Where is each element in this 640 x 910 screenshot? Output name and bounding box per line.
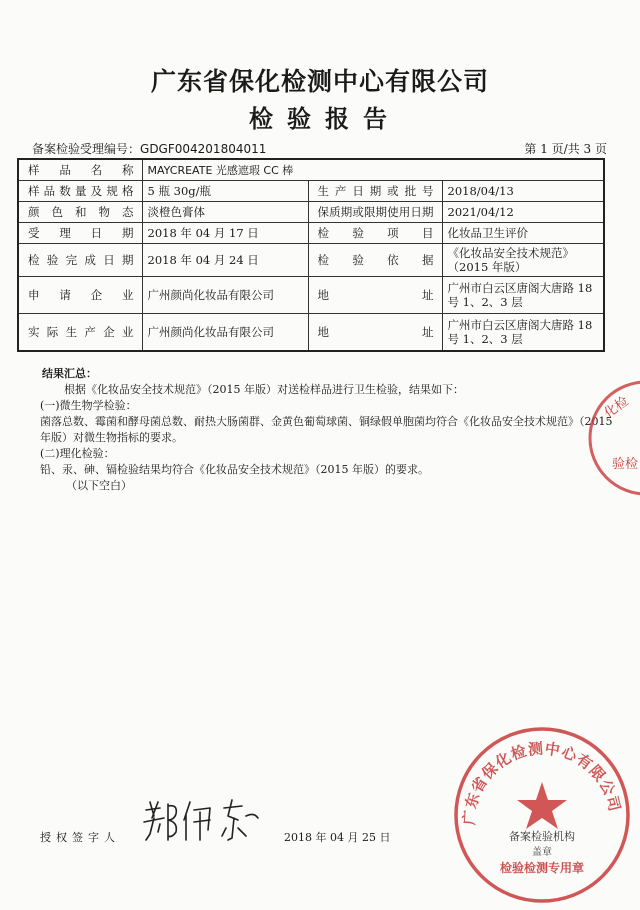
results-summary	[40, 366, 620, 494]
label-completion-date: 检验完成日期	[18, 244, 142, 277]
label-test-item: 检验项目	[308, 223, 442, 244]
edge-seal-text-2: 验检	[612, 457, 639, 472]
handwritten-signature	[138, 796, 268, 846]
report-title: 检验报告	[249, 105, 401, 133]
chem-title: (二)理化检验：	[40, 447, 115, 460]
table-row	[18, 159, 604, 181]
label-color-state: 颜色和物态	[18, 202, 142, 223]
signature-date: 2018 年 04 月 25 日	[284, 831, 391, 844]
signatory-label: 授权签字人	[40, 831, 120, 844]
label-production-date: 生产日期或批号	[308, 181, 442, 202]
value-sample-name: MAYCREATE 光感遮瑕 CC 棒	[142, 159, 604, 181]
table-row	[18, 202, 604, 223]
seal-line-1: 备案检验机构	[509, 830, 575, 843]
value-completion-date: 2018 年 04 月 24 日	[142, 244, 308, 277]
table-row	[18, 223, 604, 244]
seal-star-icon	[517, 782, 567, 829]
label-expiry-date: 保质期或限期使用日期	[308, 202, 442, 223]
label-manufacturer: 实际生产企业	[18, 314, 142, 352]
micro-title: (一)微生物学检验：	[40, 399, 137, 412]
value-test-basis: 《化妆品安全技术规范》（2015 年版）	[442, 244, 604, 277]
label-applicant-address: 地址	[308, 277, 442, 314]
value-production-date: 2018/04/13	[442, 181, 604, 202]
partial-seal-edge	[586, 378, 640, 498]
blank-marker: （以下空白）	[66, 479, 132, 492]
label-sample-name: 样品名称	[18, 159, 142, 181]
value-manufacturer: 广州颜尚化妆品有限公司	[142, 314, 308, 352]
label-quantity-spec: 样品数量及规格	[18, 181, 142, 202]
edge-seal-text-1: 化检	[601, 394, 632, 422]
value-applicant-address: 广州市白云区唐阁大唐路 18 号 1、2、3 层	[442, 277, 604, 314]
chem-text: 铅、汞、砷、镉检验结果均符合《化妆品安全技术规范》（2015 年版）的要求。	[40, 463, 429, 476]
table-row	[18, 277, 604, 314]
value-applicant: 广州颜尚化妆品有限公司	[142, 277, 308, 314]
seal-line-3: 检验检测专用章	[499, 861, 585, 875]
accession-value: GDGF004201804011	[140, 142, 267, 156]
table-row	[18, 181, 604, 202]
value-accept-date: 2018 年 04 月 17 日	[142, 223, 308, 244]
official-seal	[445, 720, 635, 910]
label-accept-date: 受理日期	[18, 223, 142, 244]
seal-line-2: 盖章	[532, 847, 552, 858]
summary-intro: 根据《化妆品安全技术规范》（2015 年版）对送检样品进行卫生检验，结果如下：	[64, 383, 464, 396]
value-test-item: 化妆品卫生评价	[442, 223, 604, 244]
label-manufacturer-address: 地址	[308, 314, 442, 352]
sample-info-table	[17, 158, 605, 352]
value-color-state: 淡橙色膏体	[142, 202, 308, 223]
summary-heading: 结果汇总：	[42, 367, 97, 380]
seal-arc-text: 广东省保化检测中心有限公司	[460, 739, 624, 826]
organization-name: 广东省保化检测中心有限公司	[150, 67, 489, 96]
value-quantity-spec: 5 瓶 30g/瓶	[142, 181, 308, 202]
page-info: 第 1 页/共 3 页	[524, 142, 607, 156]
accession-number	[32, 140, 266, 157]
value-expiry-date: 2021/04/12	[442, 202, 604, 223]
accession-label: 备案检验受理编号：	[32, 142, 141, 156]
label-applicant: 申请企业	[18, 277, 142, 314]
micro-text: 菌落总数、霉菌和酵母菌总数、耐热大肠菌群、金黄色葡萄球菌、铜绿假单胞菌均符合《化妆品安全技术规范》（2015 年版）对微生物指标的要求。	[40, 415, 613, 444]
accession-line	[32, 140, 607, 158]
table-row	[18, 244, 604, 277]
table-row	[18, 314, 604, 352]
value-manufacturer-address: 广州市白云区唐阁大唐路 18 号 1、2、3 层	[442, 314, 604, 352]
label-test-basis: 检验依据	[308, 244, 442, 277]
